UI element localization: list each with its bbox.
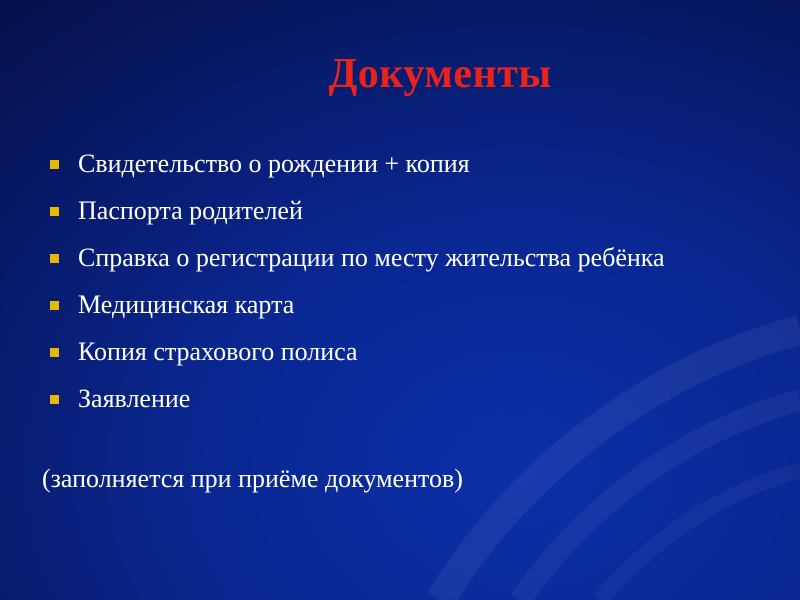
list-item-text: Заявление [78,384,191,413]
slide-title: Документы [328,51,552,97]
list-item [0,240,800,276]
square-bullet-icon [50,348,59,357]
square-bullet-icon [50,301,59,310]
list-item [0,146,800,182]
list-item-text: Медицинская карта [78,290,295,319]
square-bullet-icon [50,254,59,263]
list-item [0,381,800,417]
list-item-text: Паспорта родителей [78,196,303,225]
square-bullet-icon [50,207,59,216]
document-list [0,146,800,428]
list-item [0,334,800,370]
square-bullet-icon [50,160,59,169]
square-bullet-icon [50,395,59,404]
list-item [0,193,800,229]
list-item-text: Справка о регистрации по месту жительства ребёнка [78,243,665,272]
list-item [0,287,800,323]
list-item-text: Свидетельство о рождении + копия [78,149,470,178]
footnote: (заполняется при приёме документов) [42,464,463,493]
list-item-text: Копия страхового полиса [78,337,358,366]
